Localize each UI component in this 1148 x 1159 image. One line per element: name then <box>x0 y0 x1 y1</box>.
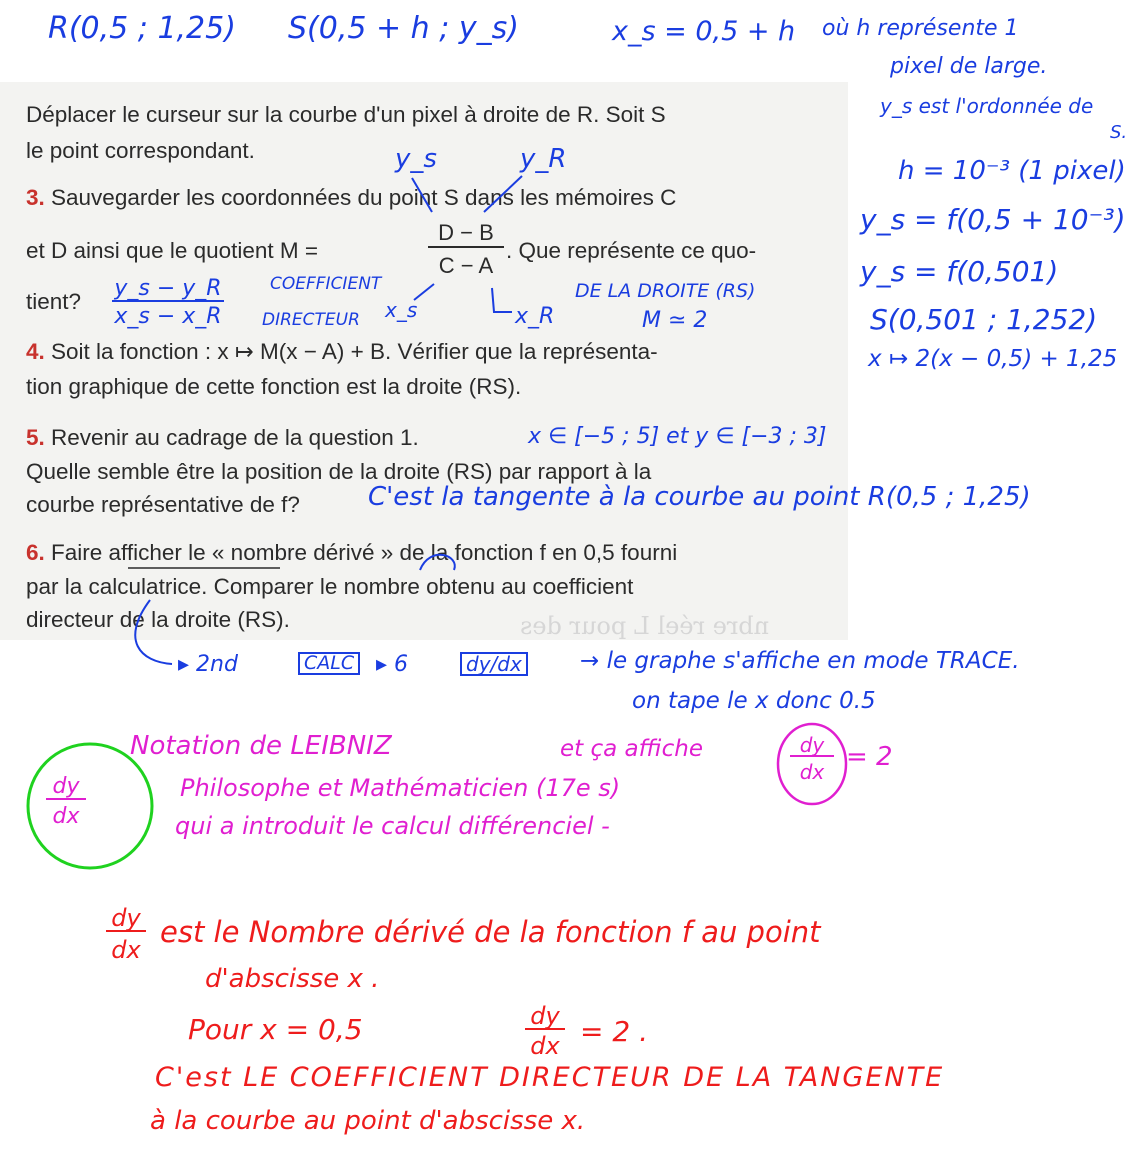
conclusion-line-5: à la courbe au point d'abscisse x. <box>150 1106 586 1136</box>
trace-line-1: → le graphe s'affiche en mode TRACE. <box>580 648 1020 674</box>
conclusion-dy-2: dy <box>525 1004 565 1030</box>
ys-arrow <box>412 178 432 212</box>
ys-expression-1: y_s = f(0,5 + 10⁻³) <box>860 203 1126 236</box>
question-6-arrow <box>135 600 172 664</box>
trace-line-2: on tape le x donc 0.5 <box>632 688 876 714</box>
conclusion-line-2: d'abscisse x . <box>205 964 380 994</box>
point-s: S(0,5 + h ; y_s) <box>288 11 519 46</box>
xs-label: x_s <box>385 298 418 322</box>
trace-result: = 2 <box>846 742 893 772</box>
conclusion-line-3a: Pour x = 0,5 <box>188 1013 363 1046</box>
question-4-text-1: Soit la fonction : x ↦ M(x − A) + B. Vérifier que la représenta- <box>44 339 658 364</box>
quotient-annotation-denominator: x_s − x_R <box>114 304 222 329</box>
question-4-number: 4. <box>26 339 45 364</box>
quotient-numerator: D − B <box>428 220 504 248</box>
question-6-text-1: Faire afficher le « nombre dérivé » de la fonction f en 0,5 fourni <box>44 540 678 565</box>
green-circled-dy: dy <box>46 776 86 800</box>
h-definition-1: où h représente 1 <box>822 16 1019 41</box>
leibniz-line-2: Philosophe et Mathématicien (17e s) <box>180 774 621 802</box>
question-3-text-1: Sauvegarder les coordonnées du point S dans les mémoires C <box>44 185 677 210</box>
green-circle <box>28 744 152 868</box>
ys-definition-1: y_s est l'ordonnée de <box>880 94 1094 118</box>
circled-dx: dx <box>799 760 825 784</box>
question-6-line-3: directeur de la droite (RS). <box>26 607 290 632</box>
conclusion-line-1: est le Nombre dérivé de la fonction f au point <box>160 915 821 949</box>
point-r: R(0,5 ; 1,25) <box>48 11 236 46</box>
nombre-curl <box>420 555 455 570</box>
question-3-line-2b: . Que représente ce quo- <box>506 238 757 263</box>
conclusion-line-4: C'est LE COEFFICIENT DIRECTEUR DE LA TANGENTE <box>155 1062 945 1093</box>
ys-expression-2: y_s = f(0,501) <box>860 255 1059 288</box>
circled-dy: dy <box>790 735 834 757</box>
coefficient-label: COEFFICIENT <box>270 274 382 294</box>
xs-equation: x_s = 0,5 + h <box>612 16 796 47</box>
question-3-number: 3. <box>26 185 45 210</box>
question-5-line-2: Quelle semble être la position de la droite (RS) par rapport à la <box>26 459 652 484</box>
ys-label: y_s <box>395 144 437 174</box>
leibniz-line-1: Notation de LEIBNIZ <box>130 731 392 761</box>
m-approximation: M ≃ 2 <box>642 308 708 333</box>
line-function: x ↦ 2(x − 0,5) + 1,25 <box>868 346 1118 372</box>
question-3-line-3: tient? <box>26 289 82 314</box>
h-definition-2: pixel de large. <box>890 54 1048 79</box>
xs-arrow <box>414 284 434 300</box>
s-coordinates: S(0,501 ; 1,252) <box>870 303 1098 336</box>
xr-arrow <box>492 288 512 312</box>
conclusion-dx: dx <box>111 936 141 964</box>
yr-arrow <box>484 176 522 212</box>
leibniz-line-3: qui a introduit le calcul différenciel - <box>175 812 610 840</box>
question-4-line-2: tion graphique de cette fonction est la droite (RS). <box>26 374 522 399</box>
calc-key: CALC <box>298 652 360 675</box>
intro-line-1: Déplacer le curseur sur la courbe d'un pixel à droite de R. Soit S <box>26 102 666 127</box>
h-value: h = 10⁻³ (1 pixel) <box>898 156 1126 186</box>
keys-prefix: ▸ 2nd <box>178 652 238 677</box>
trace-line-3: et ça affiche <box>560 736 703 762</box>
question-5-line-3: courbe représentative de f? <box>26 492 300 517</box>
bleed-through-text: nbre réel L pour des <box>520 612 770 640</box>
question-5-text-1: Revenir au cadrage de la question 1. <box>44 425 419 450</box>
directeur-label: DIRECTEUR <box>262 310 360 330</box>
quotient-annotation-numerator: y_s − y_R <box>112 278 224 302</box>
yr-label: y_R <box>520 144 567 174</box>
intro-line-2: le point correspondant. <box>26 138 255 163</box>
dydx-key: dy/dx <box>460 652 528 676</box>
green-circled-dx: dx <box>52 804 80 829</box>
question-3-line-2: et D ainsi que le quotient M = <box>26 238 319 263</box>
ys-definition-2: S. <box>1110 122 1128 143</box>
xr-label: x_R <box>515 304 555 329</box>
keys-mid: ▸ 6 <box>376 652 409 677</box>
question-6-number: 6. <box>26 540 45 565</box>
quotient-denominator: C − A <box>438 253 494 278</box>
magenta-circle <box>778 724 846 804</box>
conclusion-dx-2: dx <box>530 1032 560 1060</box>
conclusion-line-3b: = 2 . <box>580 1015 648 1048</box>
conclusion-dy: dy <box>106 906 146 932</box>
question-5-number: 5. <box>26 425 45 450</box>
question-6-line-2: par la calculatrice. Comparer le nombre obtenu au coefficient <box>26 574 634 599</box>
droite-label: DE LA DROITE (RS) <box>575 280 756 302</box>
window-settings: x ∈ [−5 ; 5] et y ∈ [−3 ; 3] <box>528 424 827 449</box>
tangent-answer: C'est la tangente à la courbe au point R(0,5 ; 1,25) <box>368 482 1031 512</box>
